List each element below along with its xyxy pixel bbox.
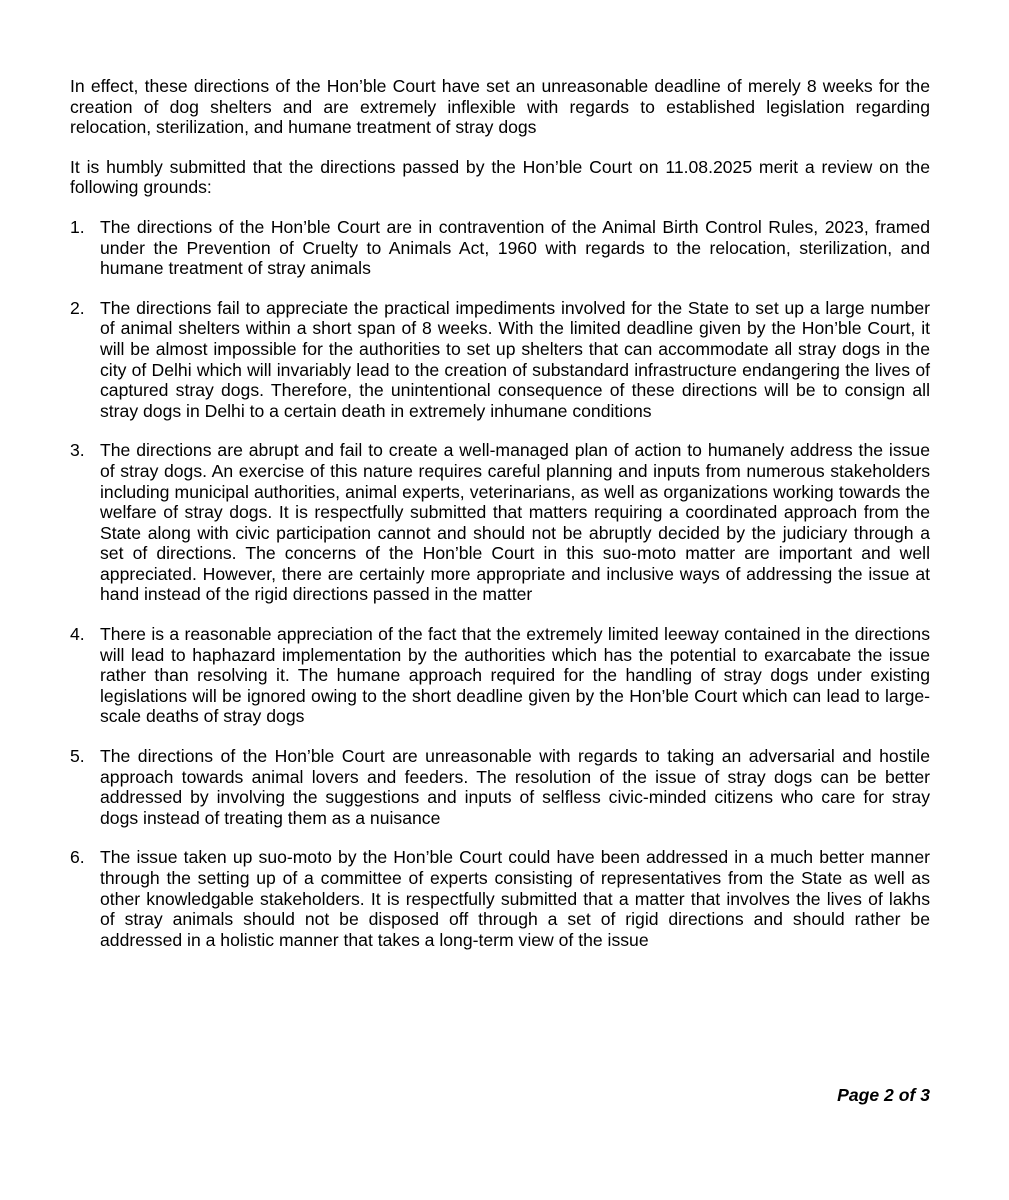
list-item-text: The issue taken up suo-moto by the Hon’ble Court could have been addressed in a much better manner through the setting up of a committee of experts consisting of representatives from the State as well as other knowledgable stakeholders. It is respectfully submitted that a matter that involves the lives of lakhs of stray animals should not be disposed off through a set of rigid directions and should rather be addressed in a holistic manner that takes a long-term view of the issue — [100, 847, 930, 950]
list-number: 5. — [70, 746, 85, 767]
intro-paragraph: In effect, these directions of the Hon’ble Court have set an unreasonable deadline of merely 8 weeks for the creation of dog shelters and are extremely inflexible with regards to established legislation regarding relocation, sterilization, and humane treatment of stray dogs — [70, 76, 930, 138]
ground-item-2 — [70, 298, 930, 422]
list-number: 2. — [70, 297, 85, 318]
list-number: 1. — [70, 216, 85, 237]
list-item-text: The directions of the Hon’ble Court are unreasonable with regards to taking an adversarial and hostile approach towards animal lovers and feeders. The resolution of the issue of stray dogs can be better addressed by involving the suggestions and inputs of selfless civic-minded citizens who care for stray dogs instead of treating them as a nuisance — [100, 746, 930, 828]
list-number: 4. — [70, 624, 85, 645]
document-page — [70, 76, 930, 969]
list-item-text: The directions fail to appreciate the practical impediments involved for the State to set up a large number of animal shelters within a short span of 8 weeks. With the limited deadline given by the Hon’ble Court, it will be almost impossible for the authorities to set up shelters that can accommodate all stray dogs in the city of Delhi which will invariably lead to the creation of substandard infrastructure endangering the lives of captured stray dogs. Therefore, the unintentional consequence of these directions will be to consign all stray dogs in Delhi to a certain death in extremely inhumane conditions — [100, 297, 930, 421]
grounds-list — [70, 217, 930, 950]
ground-item-6 — [70, 847, 930, 950]
ground-item-4 — [70, 624, 930, 727]
list-number: 6. — [70, 847, 85, 868]
list-item-text: The directions are abrupt and fail to create a well-managed plan of action to humanely address the issue of stray dogs. An exercise of this nature requires careful planning and inputs from numerous stakeholders including municipal authorities, animal experts, veterinarians, as well as organizations working towards the welfare of stray dogs. It is respectfully submitted that matters requiring a coordinated approach from the State along with civic participation cannot and should not be abruptly decided by the judiciary through a set of directions. The concerns of the Hon’ble Court in this suo-moto matter are important and well appreciated. However, there are certainly more appropriate and inclusive ways of addressing the issue at hand instead of the rigid directions passed in the matter — [100, 440, 930, 605]
page-number: Page 2 of 3 — [837, 1085, 930, 1105]
list-item-text: The directions of the Hon’ble Court are in contravention of the Animal Birth Control Rules, 2023, framed under the Prevention of Cruelty to Animals Act, 1960 with regards to the relocation, sterilization, and humane treatment of stray animals — [100, 216, 930, 279]
ground-item-1 — [70, 217, 930, 279]
grounds-intro-paragraph: It is humbly submitted that the directions passed by the Hon’ble Court on 11.08.2025 merit a review on the following grounds: — [70, 156, 930, 198]
ground-item-5 — [70, 746, 930, 828]
list-number: 3. — [70, 440, 85, 461]
ground-item-3 — [70, 440, 930, 605]
list-item-text: There is a reasonable appreciation of the fact that the extremely limited leeway contained in the directions will lead to haphazard implementation by the authorities which has the potential to exarcabate the issue rather than resolving it. The humane approach required for the handling of stray dogs under existing legislations will be ignored owing to the short deadline given by the Hon’ble Court which can lead to large-scale deaths of stray dogs — [100, 624, 930, 727]
